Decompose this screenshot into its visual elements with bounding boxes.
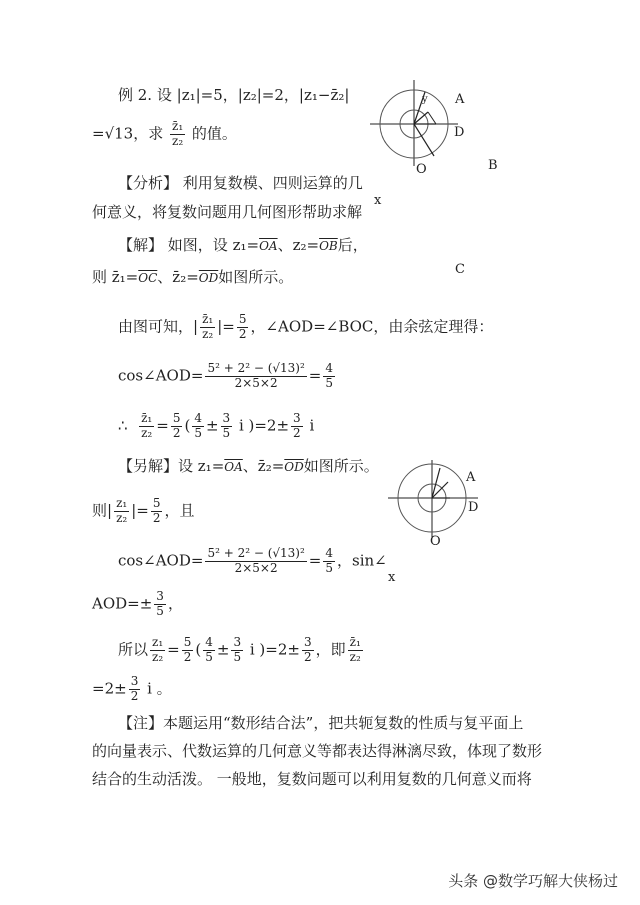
label-y: y — [422, 94, 428, 105]
frac-num: 4 — [325, 546, 334, 560]
ratio-fraction-3 — [139, 412, 154, 441]
frac-num: 5 — [172, 411, 181, 425]
therefore-symbol: ∴ — [118, 416, 128, 435]
frac-num: 5 — [238, 312, 247, 326]
label-a: A — [455, 92, 465, 107]
frac-den: 5 — [325, 375, 334, 390]
vector-ob: $\overline{OB}$ — [319, 239, 338, 253]
solution-text-1b: 、z₂= — [277, 236, 320, 254]
vector-oa: $\overline{OA}$ — [224, 460, 243, 474]
pm: ± — [216, 640, 230, 659]
sin-value: AOD=± — [92, 594, 153, 613]
frac-den: 5 — [205, 649, 213, 664]
frac-den: z₂ — [202, 326, 214, 341]
res-tail: i )=2± — [234, 416, 290, 435]
frac-den: 2×5×2 — [234, 375, 278, 390]
note-tag: 【注】 — [118, 714, 164, 732]
vector-line-b — [414, 124, 434, 156]
label-x: x — [388, 570, 396, 585]
frac-num: 3 — [303, 635, 312, 649]
so-tail: i 。 — [142, 679, 172, 698]
frac-den: z₂ — [349, 649, 361, 664]
res-tail: i )=2± — [245, 640, 300, 659]
cos-left: cos∠AOD= — [118, 366, 204, 385]
note-text-3: 结合的生动活泼。 一般地，复数问题可以利用复数的几何意义而将 — [92, 770, 532, 788]
note-line-1 — [118, 716, 523, 731]
frac-den: 5 — [156, 603, 164, 618]
cos-fraction-2 — [205, 547, 306, 576]
solution-text-2c: 如图所示。 — [218, 268, 294, 286]
alt-text-1: 设 z₁= — [178, 457, 225, 475]
ratio-fraction-6 — [348, 636, 363, 665]
four-fifths-4 — [203, 636, 215, 665]
solution-line-2 — [92, 270, 293, 285]
analysis-tag: 【分析】 — [118, 174, 179, 192]
analysis-line-1 — [118, 176, 363, 191]
question-tail: 的值。 — [191, 124, 237, 143]
frac-num: 3 — [156, 589, 164, 603]
ratio-fraction-5 — [150, 636, 165, 665]
cos-line — [118, 362, 337, 391]
label-d: D — [454, 125, 465, 140]
frac-num: z̄₁ — [349, 635, 361, 649]
note-line-2 — [92, 744, 542, 759]
sin-start: ，sin∠ — [337, 551, 387, 570]
note-text-2: 的向量表示、代数运算的几何意义等都表达得淋漓尽致，体现了数形 — [92, 742, 543, 760]
solution-text-1c: 后， — [337, 236, 368, 254]
three-fifths — [221, 412, 233, 441]
pm: ± — [205, 416, 219, 435]
ratio-fraction — [170, 120, 185, 149]
frac-num: 4 — [205, 635, 213, 649]
analysis-text-2: 何意义，将复数问题用几何图形帮助求解 — [92, 203, 363, 221]
label-o: O — [416, 162, 427, 177]
frac-den: 5 — [194, 425, 202, 440]
vector-od: $\overline{OD}$ — [198, 271, 219, 285]
solution-tag: 【解】 — [118, 236, 164, 254]
five-halves — [237, 313, 249, 342]
vector-oc: $\overline{OC}$ — [138, 271, 158, 285]
imag-unit: i — [304, 416, 315, 435]
cos-left: cos∠AOD= — [118, 551, 204, 570]
frac-num: 5² + 2² − (√13)² — [207, 361, 305, 375]
so-ji: ，即 — [315, 640, 346, 659]
example-line-2 — [92, 120, 237, 149]
frac-den: z₂ — [152, 649, 164, 664]
note-text-1: 本题运用“数形结合法”，把共轭复数的性质与复平面上 — [163, 714, 524, 732]
frac-num: z̄₁ — [202, 312, 214, 326]
paren: ( — [184, 416, 191, 435]
vector-od: $\overline{OD}$ — [284, 460, 304, 474]
frac-num: 5² + 2² − (√13)² — [207, 546, 305, 560]
label-o: O — [430, 534, 441, 549]
frac-den: z₂ — [116, 510, 128, 525]
solution-line-1 — [118, 238, 368, 253]
five-halves-4 — [182, 636, 194, 665]
example-line-1 — [118, 88, 349, 103]
known-line — [118, 313, 493, 342]
frac-num: 5 — [152, 496, 161, 510]
eq: = — [156, 416, 169, 435]
frac-den: z₂ — [172, 133, 184, 148]
alt-text-1c: 如图所示。 — [303, 457, 379, 475]
cos-eq: = — [308, 366, 322, 385]
frac-den: 5 — [233, 649, 242, 664]
frac-num: 5 — [183, 635, 192, 649]
alt-line-1 — [118, 459, 379, 474]
frac-den: 2×5×2 — [234, 560, 278, 575]
note-line-3 — [92, 772, 532, 787]
alt-text-1b: 、z̄₂= — [242, 457, 285, 475]
frac-den: 2 — [183, 649, 192, 664]
frac-num: z₁ — [152, 635, 164, 649]
so-line-2 — [92, 675, 172, 704]
frac-num: 3 — [293, 411, 301, 425]
alt-text-2a: 则| — [92, 501, 113, 520]
frac-den: 5 — [222, 425, 231, 440]
solution-text-1: 如图，设 z₁= — [167, 236, 260, 254]
known-text-b: |= — [217, 317, 235, 336]
analysis-text-1: 利用复数模、四则运算的几 — [182, 174, 363, 192]
analysis-line-2 — [92, 205, 362, 220]
eq: = — [167, 640, 180, 659]
frac-num: z̄₁ — [172, 119, 184, 133]
four-fifths-3 — [323, 547, 335, 576]
alt-text-2c: ，且 — [164, 501, 195, 520]
four-fifths — [323, 362, 335, 391]
frac-num: 3 — [222, 411, 231, 425]
known-text-c: ，∠AOD=∠BOC，由余弦定理得： — [250, 317, 494, 336]
so-result: =2± — [92, 679, 127, 698]
so-text: 所以 — [118, 640, 149, 659]
frac-num: z₁ — [116, 496, 128, 510]
five-halves-3 — [151, 497, 163, 526]
three-halves-3 — [129, 675, 141, 704]
given-moduli: |z₁|=5，|z₂|=2，|z₁−z̄₂| — [176, 86, 350, 104]
frac-den: 2 — [152, 510, 161, 525]
label-x: x — [374, 193, 382, 208]
cos-eq: = — [308, 551, 322, 570]
cos-fraction — [205, 362, 306, 391]
frac-num: 4 — [325, 361, 334, 375]
five-halves-2 — [171, 412, 183, 441]
frac-den: 2 — [303, 649, 312, 664]
frac-num: 3 — [233, 635, 242, 649]
frac-den: 2 — [293, 425, 301, 440]
label-d: D — [468, 500, 479, 515]
frac-den: z₂ — [141, 425, 153, 440]
frac-num: 3 — [130, 674, 139, 688]
solution-text-2b: 、z̄₂= — [157, 268, 199, 286]
three-fifths-3 — [231, 636, 243, 665]
label-a: A — [466, 470, 476, 485]
comma: ， — [167, 594, 183, 613]
frac-den: 2 — [172, 425, 181, 440]
frac-num: z̄₁ — [141, 411, 153, 425]
therefore-line — [118, 412, 314, 441]
solution-text-2a: 则 z̄₁= — [92, 268, 139, 286]
alt-tag: 【另解】 — [118, 457, 179, 475]
frac-den: 5 — [325, 560, 334, 575]
alt-text-2b: |= — [131, 501, 149, 520]
frac-num: 4 — [194, 411, 202, 425]
four-fifths-2 — [192, 412, 204, 441]
frac-den: 2 — [130, 688, 139, 703]
segment — [428, 112, 436, 124]
label-b: B — [488, 158, 498, 173]
watermark: 头条 @数学巧解大侠杨过 — [448, 872, 618, 890]
example-label: 例 2. 设 — [118, 86, 172, 104]
ratio-fraction-4 — [114, 497, 129, 526]
label-c: C — [455, 262, 465, 277]
given-sqrt13: =√13，求 — [92, 124, 164, 143]
three-halves — [291, 412, 303, 441]
alt-cos-line — [118, 547, 387, 576]
alt-line-2 — [92, 497, 194, 526]
known-text-a: 由图可知，| — [118, 317, 199, 336]
paren: ( — [195, 640, 202, 659]
vector-oa: $\overline{OA}$ — [259, 239, 278, 253]
alt-sin-line — [92, 590, 183, 619]
frac-den: 2 — [238, 326, 247, 341]
ratio-fraction-2 — [200, 313, 215, 342]
three-fifths-2 — [154, 590, 166, 619]
so-line — [118, 636, 365, 665]
three-halves-2 — [302, 636, 314, 665]
